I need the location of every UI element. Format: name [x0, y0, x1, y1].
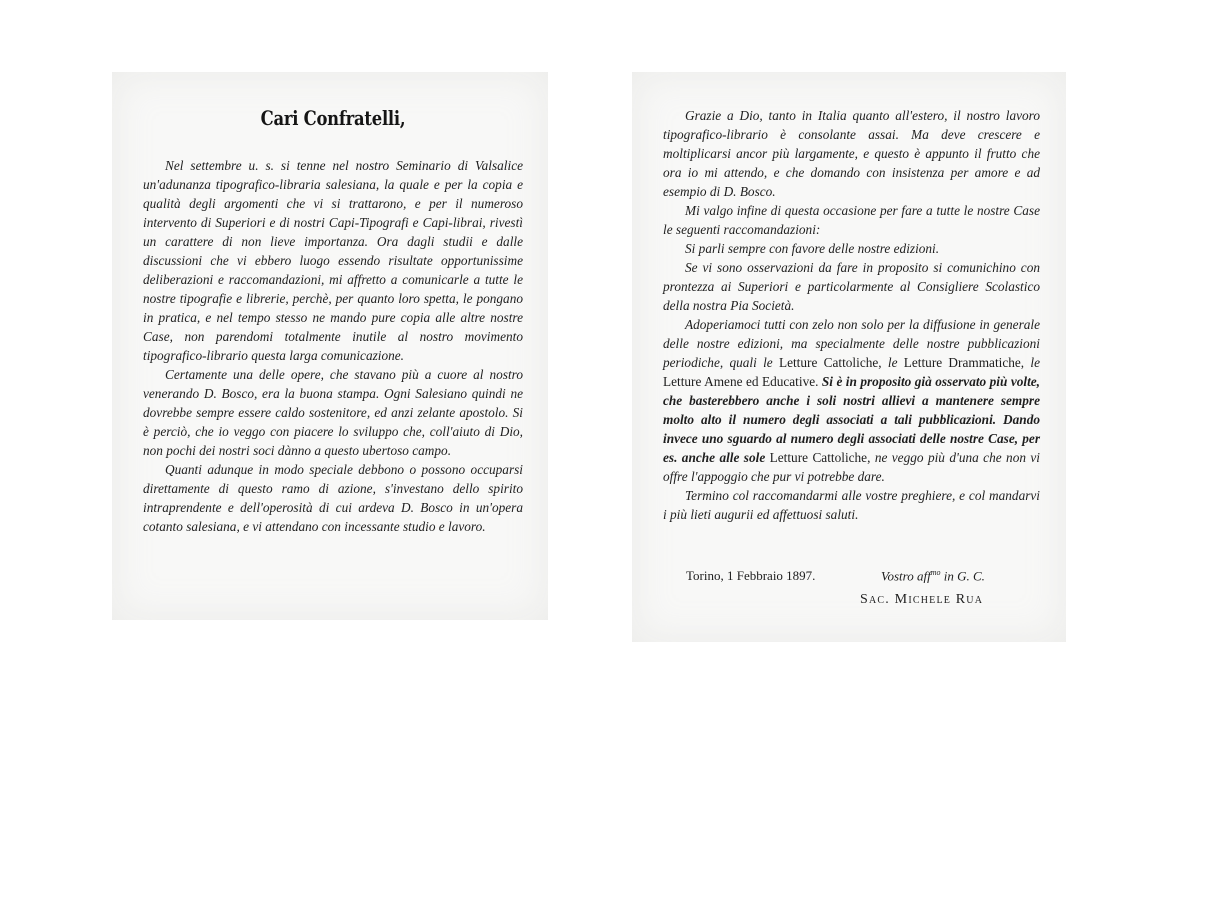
title-letture-amene: Letture Amene ed Educative.	[663, 374, 819, 389]
closing-text-1: Vostro aff	[881, 568, 931, 584]
paragraph-observations: Se vi sono osservazioni da fare in proposito si comunichino con prontezza ai Superiori e particolarmente al Consigliere Scolastico della nostra Pia Società.	[663, 260, 1040, 313]
title-letture-drammatiche: Letture Drammatiche,	[903, 355, 1025, 370]
periodicals-text-4: Si è in proposito già osservato più volte, che basterebbero anche i soli nostri allievi a mantenere sempre molto alto il numero degli associati a tali pubblicazioni. Dando invece uno sguardo al numero degli associati delle nostre Case, per es. anche alle sole	[663, 374, 1040, 465]
paragraph-branch-of-action: Quanti adunque in modo speciale debbono o possono occuparsi direttamente di questo ramo di azione, s'investano dello spirito intraprendente e dell'operosità di cui ardeva D. Bosco in un'opera cotanto salesiana, e vi attendano con incessante studio e lavoro.	[143, 462, 523, 534]
left-column	[143, 156, 523, 536]
periodicals-text-2: le	[881, 355, 904, 370]
salutation-heading: Cari Confratelli,	[260, 106, 406, 130]
paragraph-valsalice-meeting: Nel settembre u. s. si tenne nel nostro Seminario di Valsalice un'adunanza tipografico-libraria salesiana, la quale e per la copia e qualità degli argomenti che vi si trattarono, e per il numeroso intervento di Superiori e di nostri Capi-Tipografi e Capi-librai, rivestì un carattere di non lieve importanza. Ora dagli studii e dalle discussioni che vi ebbero luogo essendo risultate opportunissime deliberazioni e raccomandazioni, mi affretto a comunicarle a tutte le nostre tipografie e librerie, perchè, per quanto loro spetta, le pongano in pratica, e nel tempo stesso ne mando pure copia alle altre nostre Case, non parendomi totalmente inutile al nostro movimento tipografico-librario questa larga comunicazione.	[143, 158, 523, 363]
periodicals-text-5: ne veggo più d'una che non vi offre l'appoggio che pur vi potrebbe dare.	[663, 450, 1040, 484]
periodicals-text-1: Adoperiamoci tutti con zelo non solo per la diffusione in generale delle nostre edizioni, ma specialmente delle nostre pubblicazioni periodiche, quali le	[663, 317, 1040, 370]
paragraph-good-press: Certamente una delle opere, che stavano più a cuore al nostro venerando D. Bosco, era la buona stampa. Ogni Salesiano quindi ne dovrebbe sempre essere caldo sostenitore, ed anzi zelante apostolo. Si è perciò, che io veggo con piacere lo sviluppo che, coll'aiuto di Dio, non pochi dei nostri soci dànno a questo ubertoso campo.	[143, 367, 523, 458]
paragraph-recommendations-intro: Mi valgo infine di questa occasione per fare a tutte le nostre Case le seguenti raccomandazioni:	[663, 203, 1040, 237]
paragraph-speak-favorably: Si parli sempre con favore delle nostre edizioni.	[685, 241, 940, 256]
title-letture-cattoliche-2: Letture Cattoliche,	[769, 450, 871, 465]
title-letture-cattoliche: Letture Cattoliche,	[778, 355, 882, 370]
paragraph-closing-prayers: Termino col raccomandarmi alle vostre preghiere, e col mandarvi i più lieti augurii ed affettuosi saluti.	[663, 488, 1040, 522]
closing-superscript: mo	[930, 568, 941, 577]
right-column	[663, 106, 1040, 524]
paragraph-periodicals	[663, 315, 1040, 486]
place-date: Torino, 1 Febbraio 1897.	[686, 568, 816, 583]
periodicals-text-3: le	[1024, 355, 1040, 370]
closing-text-2: in G. C.	[940, 568, 985, 584]
signature: Sac. Michele Rua	[860, 592, 984, 607]
closing-formula	[881, 568, 985, 584]
paragraph-consoling-work: Grazie a Dio, tanto in Italia quanto all'estero, il nostro lavoro tipografico-librario è consolante assai. Ma deve crescere e moltiplicarsi ancor più largamente, e questo è appunto il frutto che ora io mi attendo, e che domando con insistenza per amore e ad esempio di D. Bosco.	[663, 108, 1040, 199]
